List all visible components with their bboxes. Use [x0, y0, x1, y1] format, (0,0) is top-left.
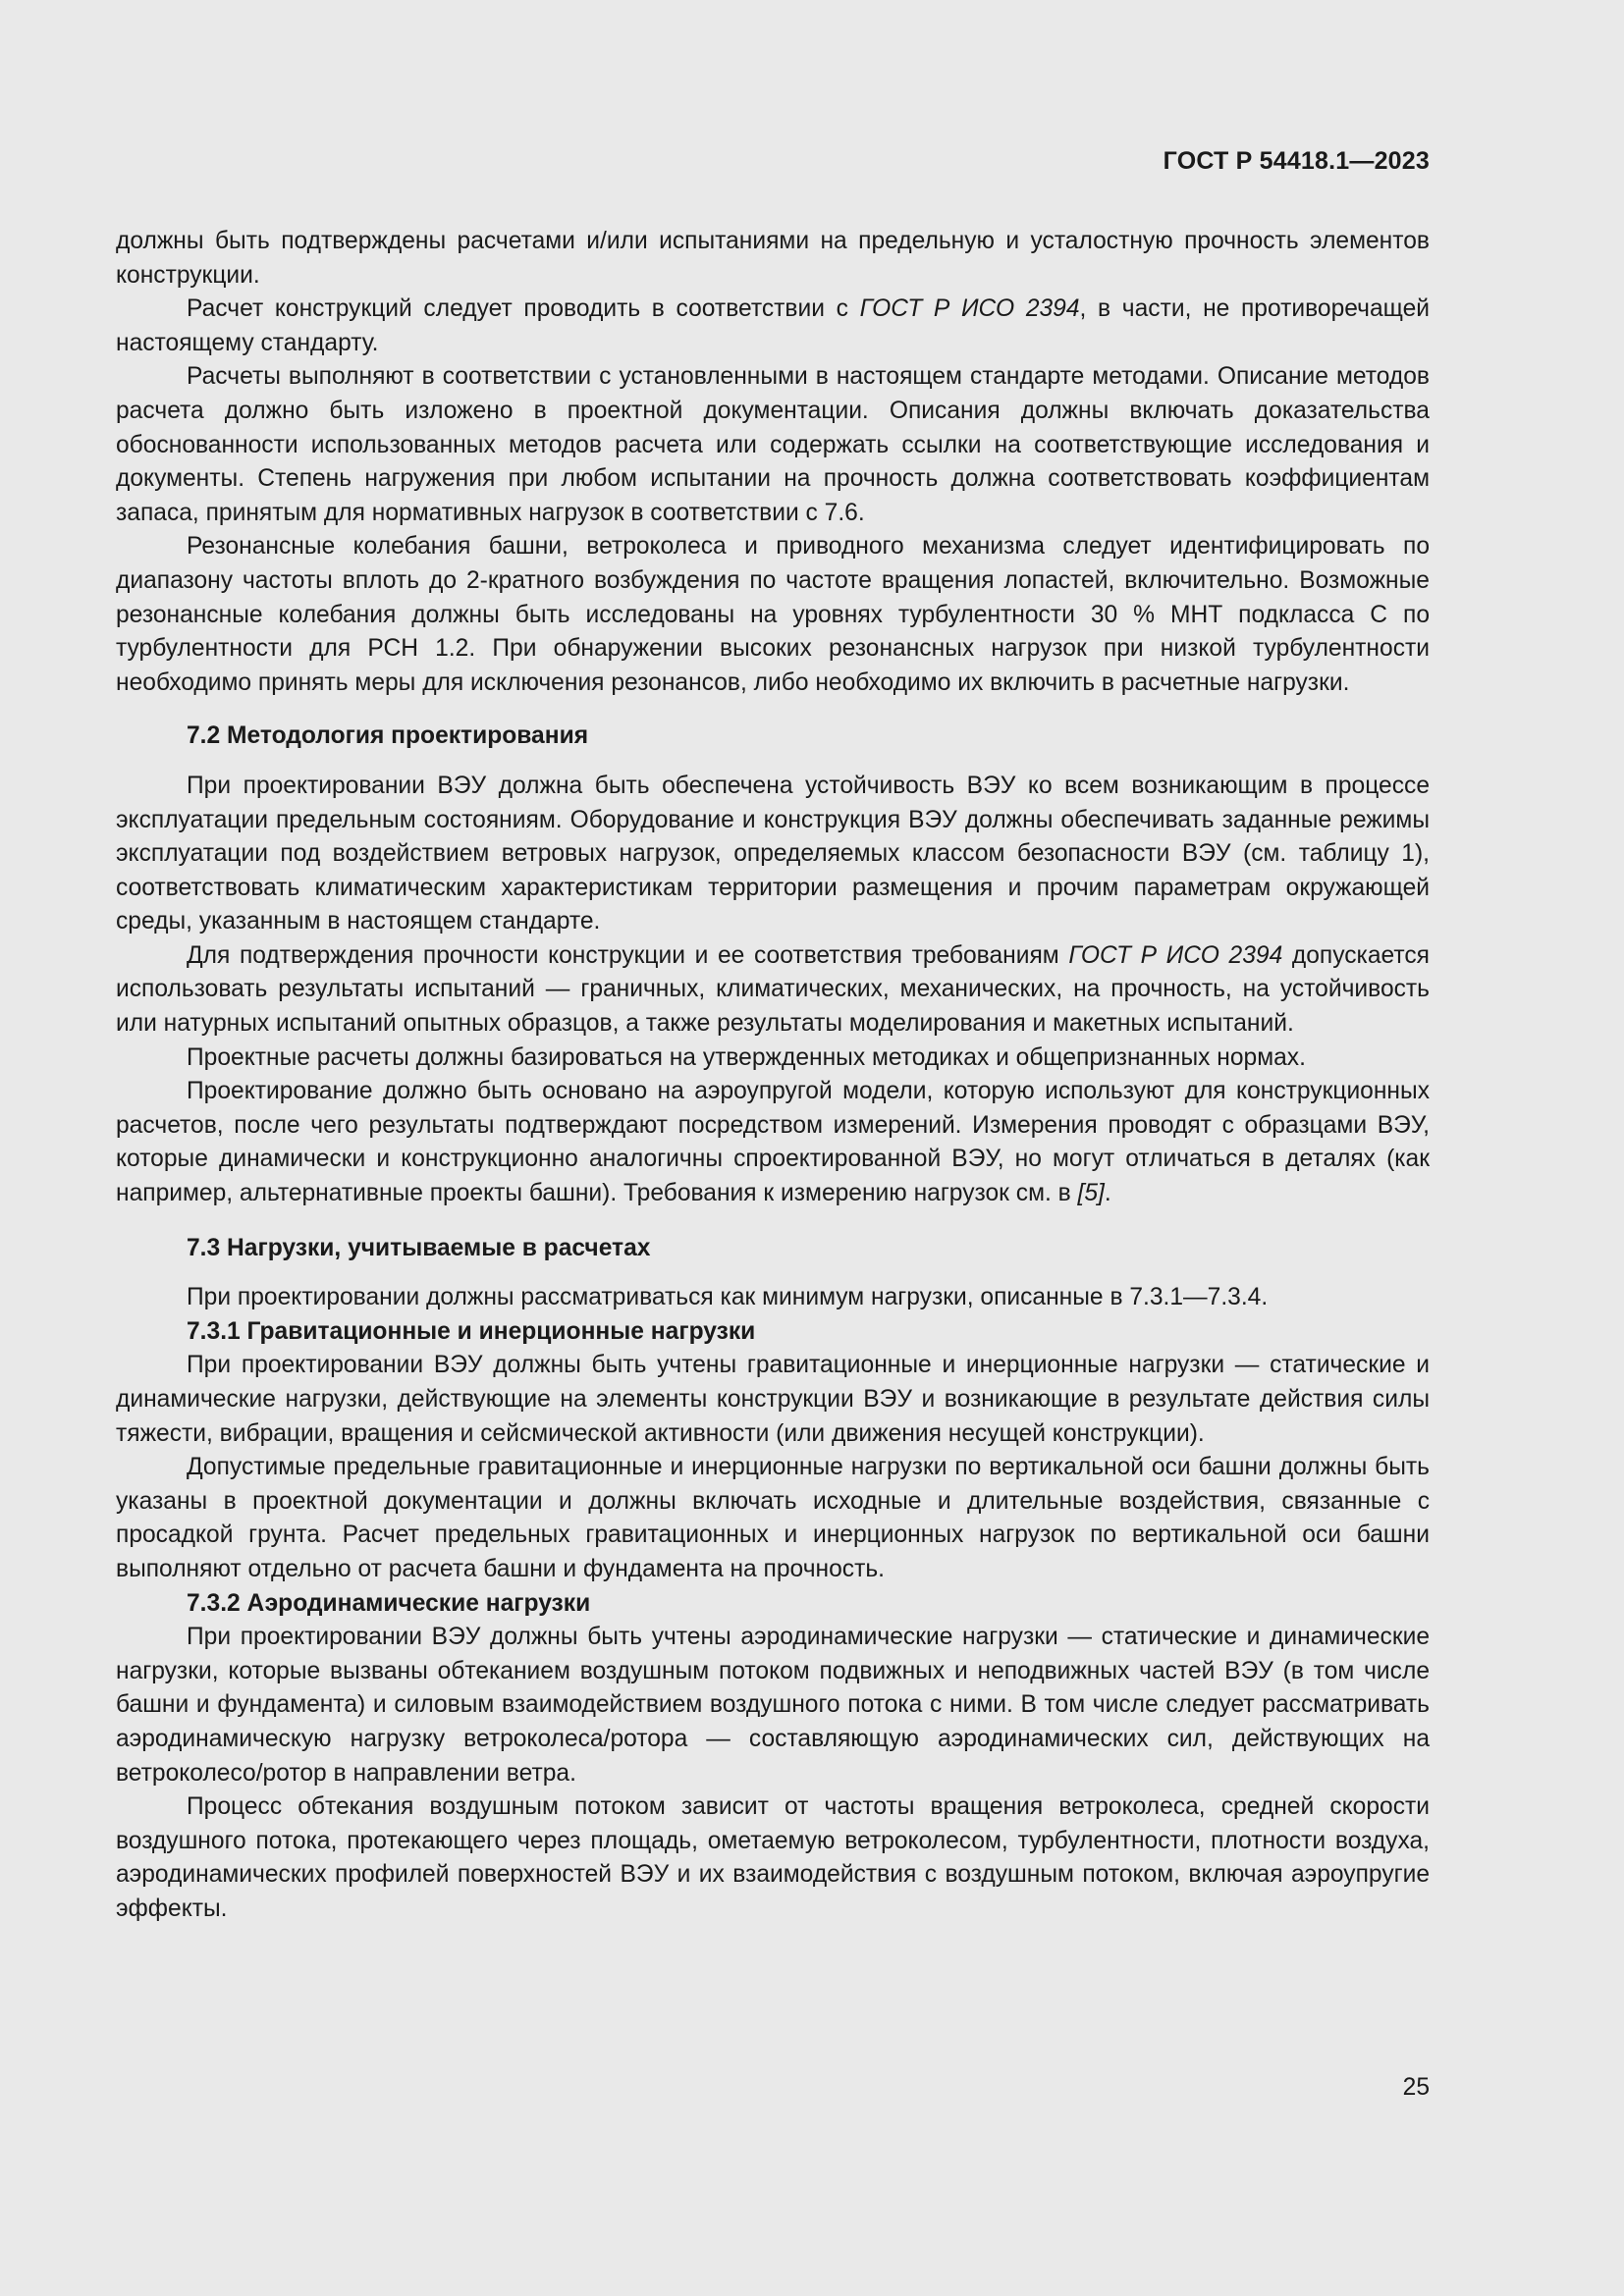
- document-code-header: ГОСТ Р 54418.1—2023: [1163, 147, 1430, 175]
- standard-reference: ГОСТ Р ИСО 2394: [859, 295, 1080, 323]
- paragraph: должны быть подтверждены расчетами и/или испытаниями на предельную и усталостную прочность элементов конструкции.: [116, 228, 1430, 289]
- paragraph: Для подтверждения прочности конструкции и ее соответствия требованиям ГОСТ Р ИСО 2394 допускается использовать результаты испытаний — граничных, климатических, механических, на прочность, на устойчивость или натурных испытаний опытных образцов, а также результаты моделирования и макетных испытаний.: [116, 941, 1430, 1038]
- paragraph: Проектные расчеты должны базироваться на утвержденных методиках и общепризнанных нормах.: [187, 1043, 1306, 1071]
- paragraph: Проектирование должно быть основано на аэроупругой модели, которую используют для конструкционных расчетов, после чего результаты подтверждают посредством измерений. Измерения проводят с образцами ВЭУ, которые динамически и конструкционно аналогичны спроектированной ВЭУ, но могут отличаться в деталях (как например, альтернативные проекты башни). Требования к измерению нагрузок см. в [5].: [116, 1078, 1430, 1207]
- paragraph: Расчет конструкций следует проводить в соответствии с ГОСТ Р ИСО 2394, в части, не противоречащей настоящему стандарту.: [116, 295, 1430, 356]
- bibliography-reference: [5]: [1077, 1180, 1105, 1207]
- paragraph: Процесс обтекания воздушным потоком зависит от частоты вращения ветроколеса, средней скорости воздушного потока, протекающего через площадь, ометаемую ветроколесом, турбулентности, плотности воздуха, аэродинамических профилей поверхностей ВЭУ и их взаимодействия с воздушным потоком, включая аэроупругие эффекты.: [116, 1793, 1430, 1922]
- subsection-heading-7-3-1: 7.3.1 Гравитационные и инерционные нагрузки: [187, 1317, 756, 1345]
- standard-reference: ГОСТ Р ИСО 2394: [1068, 941, 1283, 969]
- subsection-heading-7-3-2: 7.3.2 Аэродинамические нагрузки: [187, 1589, 591, 1617]
- page-number: 25: [1402, 2074, 1430, 2101]
- paragraph: При проектировании ВЭУ должны быть учтены гравитационные и инерционные нагрузки — статические и динамические нагрузки, действующие на элементы конструкции ВЭУ и возникающие в результате действия силы тяжести, вибрации, вращения и сейсмической активности (или движения несущей конструкции).: [116, 1352, 1430, 1447]
- paragraph: При проектировании ВЭУ должны быть учтены аэродинамические нагрузки — статические и динамические нагрузки, которые вызваны обтеканием воздушным потоком подвижных и неподвижных частей ВЭУ (в том числе башни и фундамента) и силовым взаимодействием воздушного потока с ними. В том числе следует рассматривать аэродинамическую нагрузку ветроколеса/ротора — составляющую аэродинамических сил, действующих на ветроколесо/ротор в направлении ветра.: [116, 1624, 1430, 1787]
- section-heading-7-2: 7.2 Методология проектирования: [187, 722, 589, 750]
- paragraph: Допустимые предельные гравитационные и инерционные нагрузки по вертикальной оси башни должны быть указаны в проектной документации и должны включать исходные и длительные воздействия, связанные с просадкой грунта. Расчет предельных гравитационных и инерционных нагрузок по вертикальной оси башни выполняют отдельно от расчета башни и фундамента на прочность.: [116, 1454, 1430, 1582]
- paragraph: Расчеты выполняют в соответствии с установленными в настоящем стандарте методами. Описание методов расчета должно быть изложено в проектной документации. Описания должны включать доказательства обоснованности использованных методов расчета или содержать ссылки на соответствующие исследования и документы. Степень нагружения при любом испытании на прочность должна соответствовать коэффициентам запаса, принятым для нормативных нагрузок в соответствии с 7.6.: [116, 363, 1430, 526]
- paragraph: При проектировании ВЭУ должна быть обеспечена устойчивость ВЭУ ко всем возникающим в процессе эксплуатации предельным состояниям. Оборудование и конструкция ВЭУ должны обеспечивать заданные режимы эксплуатации под воздействием ветровых нагрузок, определяемых классом безопасности ВЭУ (см. таблицу 1), соответствовать климатическим характеристикам территории размещения и прочим параметрам окружающей среды, указанным в настоящем стандарте.: [116, 772, 1430, 935]
- paragraph: Резонансные колебания башни, ветроколеса и приводного механизма следует идентифицировать по диапазону частоты вплоть до 2-кратного возбуждения по частоте вращения лопастей, включительно. Возможные резонансные колебания должны быть исследованы на уровнях турбулентности 30 % МНТ подкласса С по турбулентности для РСН 1.2. При обнаружении высоких резонансных нагрузок при низкой турбулентности необходимо принять меры для исключения резонансов, либо необходимо их включить в расчетные нагрузки.: [116, 533, 1430, 696]
- paragraph: При проектировании должны рассматриваться как минимум нагрузки, описанные в 7.3.1—7.3.4.: [187, 1284, 1269, 1311]
- section-heading-7-3: 7.3 Нагрузки, учитываемые в расчетах: [187, 1234, 651, 1261]
- page-body: [116, 225, 1430, 1927]
